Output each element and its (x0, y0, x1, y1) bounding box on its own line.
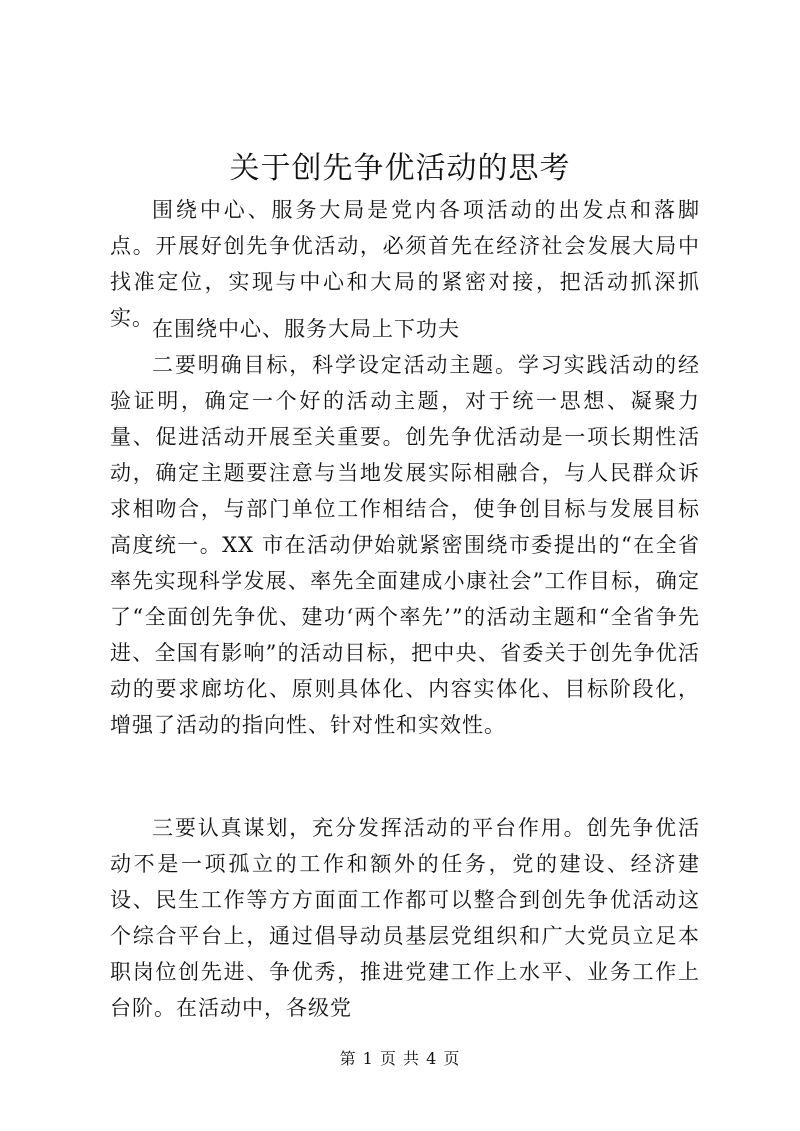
paragraph-heading: 在围绕中心、服务大局上下功夫 (152, 317, 460, 341)
page-title: 关于创先争优活动的思考 (229, 151, 571, 186)
paragraph-goal-setting: 二要明确目标，科学设定活动主题。学习实践活动的经验证明，确定一个好的活动主题，对于统一思想、凝聚力量、促进活动开展至关重要。创先争优活动是一项长期性活动，确定主题要注意与当地发展实际相融合，与人民群众诉求相吻合，与部门单位工作相结合，使争创目标与发展目标高度统一。XX 市在活动伊始就紧密围绕市委提出的“在全省率先实现科学发展、率先全面建成小康社会”工作目标，确定了“全面创先争优、建功‘两个率先’”的活动主题和“全省争先进、全国有影响”的活动目标，把中央、省委关于创先争优活动的要求廊坊化、原则具体化、内容实体化、目标阶段化，增强了活动的指向性、针对性和实效性。 (110, 353, 700, 737)
page-footer: 第 1 页 共 4 页 (339, 1049, 461, 1068)
paragraph-planning: 三要认真谋划，充分发挥活动的平台作用。创先争优活动不是一项孤立的工作和额外的任务，党的建设、经济建设、民生工作等方方面面工作都可以整合到创先争优活动这个综合平台上，通过倡导动员基层党组织和广大党员立足本职岗位创先进、争优秀，推进党建工作上水平、业务工作上台阶。在活动中，各级党 (110, 816, 700, 1020)
paragraph-intro: 围绕中心、服务大局是党内各项活动的出发点和落脚点。开展好创先争优活动，必须首先在经济社会发展大局中找准定位，实现与中心和大局的紧密对接，把活动抓深抓实。 (110, 198, 700, 330)
